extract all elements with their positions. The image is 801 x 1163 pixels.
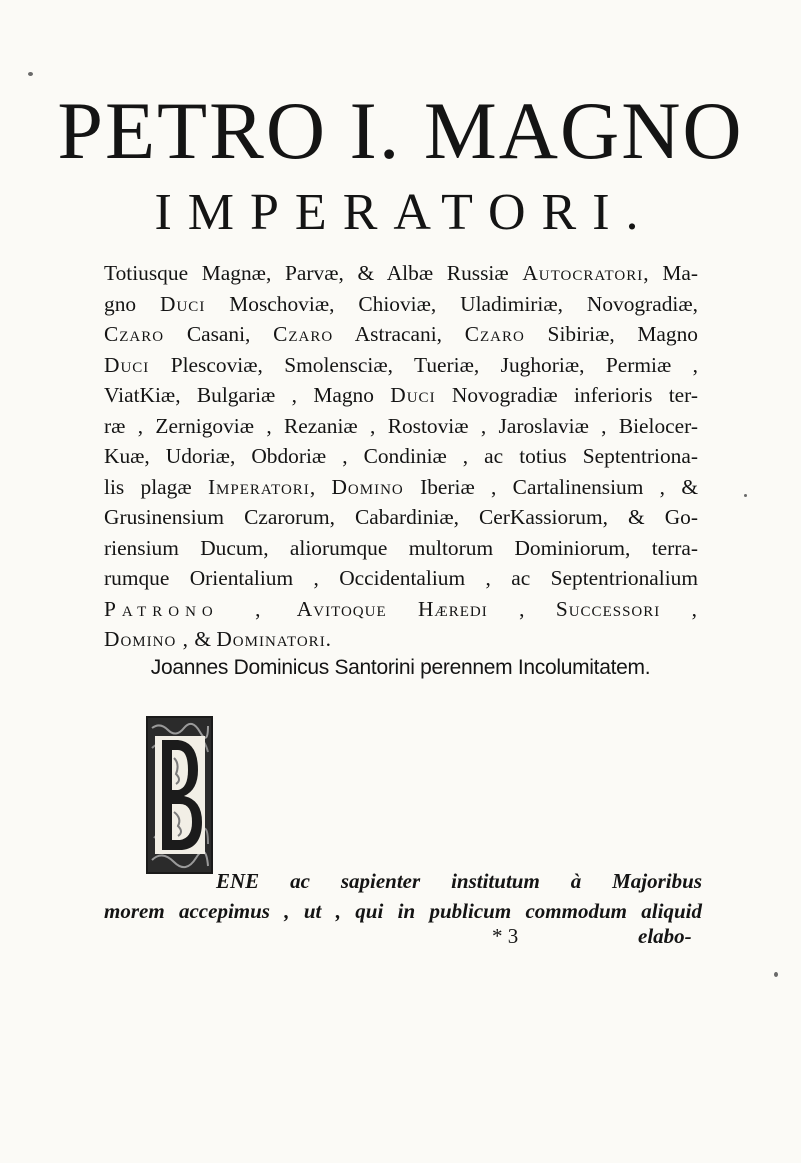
paper-speck [744,494,747,497]
ornament-icon [148,718,211,872]
title-line-2: IMPERATORI. [154,184,655,241]
body-line: morem accepimus , ut , qui in publicum commodum aliquid [104,899,702,923]
dedication-line: Patrono , Avitoque Hæredi , Successori , [104,596,698,621]
paper-speck [28,72,33,76]
dedication-line: Kuæ, Udoriæ, Obdoriæ , Condiniæ , ac totius Septentriona- [104,444,698,468]
paper-speck [774,972,778,977]
dedication-line: Domino , & Dominatori. [104,627,333,651]
page-footer [0,924,801,954]
dedication-line: ViatKiæ, Bulgariæ , Magno Duci Novogradiæ inferioris ter- [104,383,698,407]
dedication-line: riensium Ducum, aliorumque multorum Dominiorum, terra- [104,535,698,560]
title-line-1: PETRO I. MAGNO [57,85,744,176]
signature-mark: * 3 [492,924,519,948]
author-salutation: Joannes Dominicus Santorini perennem Incolumitatem. [150,656,651,679]
body-line: ENE ac sapienter institutum à Majoribus [216,869,702,893]
dedication-line: Duci Plescoviæ, Smolensciæ, Tueriæ, Jughoriæ, Permiæ , [104,352,698,377]
body-text [104,866,702,926]
dedication-line: Czaro Casani, Czaro Astracani, Czaro Sibiriæ, Magno [104,322,698,346]
dedication-paragraph [104,258,698,655]
dedication-line: Grusinensium Czarorum, Cabardiniæ, CerKassiorum, & Go- [104,505,698,529]
catchword: elabo- [638,924,692,948]
dedication-line: ræ , Zernigoviæ , Rezaniæ , Rostoviæ , Jaroslaviæ , Bielocer- [104,413,698,438]
dedication-line: rumque Orientalium , Occidentalium , ac Septentrionalium [104,566,698,590]
dedication-line: lis plagæ Imperatori, Domino Iberiæ , Cartalinensium , & [104,474,698,499]
decorated-initial-b [146,716,213,874]
dedication-line: gno Duci Moschoviæ, Chioviæ, Uladimiriæ, Novogradiæ, [104,291,698,316]
dedication-line: Totiusque Magnæ, Parvæ, & Albæ Russiæ Autocratori, Ma- [104,261,698,285]
